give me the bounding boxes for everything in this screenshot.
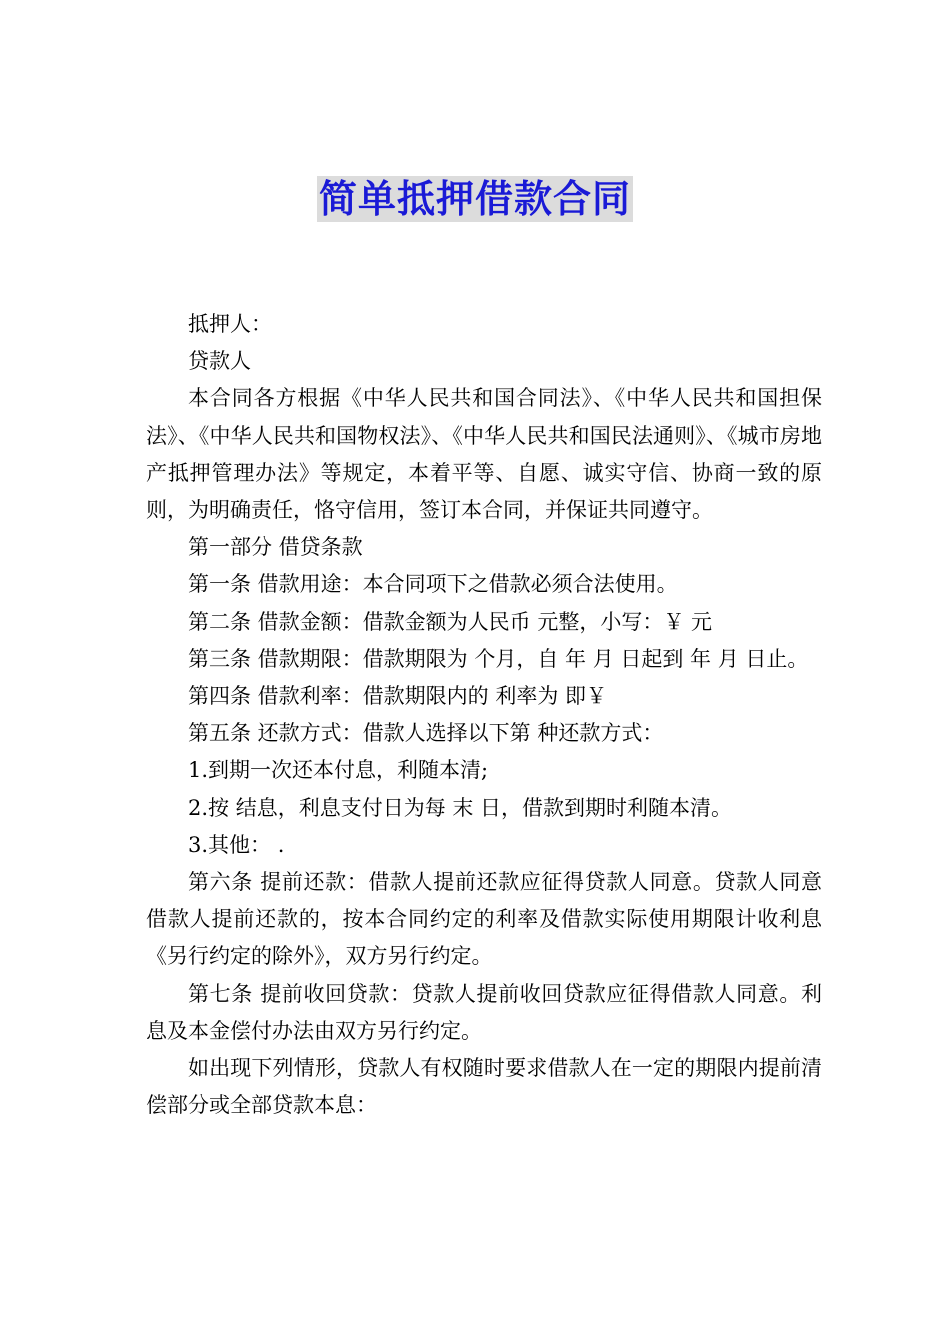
clause-5-repayment-method: 第五条 还款方式：借款人选择以下第 种还款方式： bbox=[188, 721, 664, 746]
section-heading-part-one: 第一部分 借贷条款 bbox=[188, 535, 363, 560]
clause-7-early-recall: 第七条 提前收回贷款：贷款人提前收回贷款应征得借款人同意。利息及本金偿付办法由双方另行约定。 bbox=[146, 981, 822, 1043]
repayment-option-2: 2.按 结息，利息支付日为每 末 日，借款到期时利随本清。 bbox=[188, 795, 733, 820]
document-body bbox=[146, 306, 822, 1124]
clause-2-loan-amount: 第二条 借款金额：借款金额为人民币 元整，小写：￥ 元 bbox=[188, 609, 713, 634]
title-container bbox=[0, 176, 950, 222]
clause-6-early-repayment: 第六条 提前还款：借款人提前还款应征得贷款人同意。贷款人同意借款人提前还款的，按本合同约定的利率及借款实际使用期限计收利息《另行约定的除外》，双方另行约定。 bbox=[146, 870, 822, 969]
paragraph-preamble: 本合同各方根据《中华人民共和国合同法》、《中华人民共和国担保法》、《中华人民共和国物权法》、《中华人民共和国民法通则》、《城市房地产抵押管理办法》等规定，本着平等、自愿、诚实守信、协商一致的原则，为明确责任，恪守信用，签订本合同，并保证共同遵守。 bbox=[146, 386, 822, 523]
clause-3-loan-term: 第三条 借款期限：借款期限为 个月，自 年 月 日起到 年 月 日止。 bbox=[188, 646, 809, 671]
clause-1-loan-purpose: 第一条 借款用途：本合同项下之借款必须合法使用。 bbox=[188, 572, 678, 597]
paragraph-mortgagor: 抵押人： bbox=[188, 312, 272, 336]
clause-4-interest-rate: 第四条 借款利率：借款期限内的 利率为 即￥ bbox=[188, 684, 608, 709]
repayment-option-1: 1.到期一次还本付息，利随本清; bbox=[188, 758, 489, 783]
paragraph-lender: 贷款人 bbox=[188, 349, 251, 374]
paragraph-recall-conditions: 如出现下列情形，贷款人有权随时要求借款人在一定的期限内提前清偿部分或全部贷款本息： bbox=[146, 1056, 822, 1118]
document-title: 简单抵押借款合同 bbox=[318, 177, 631, 221]
repayment-option-3: 3.其他： . bbox=[188, 832, 285, 857]
